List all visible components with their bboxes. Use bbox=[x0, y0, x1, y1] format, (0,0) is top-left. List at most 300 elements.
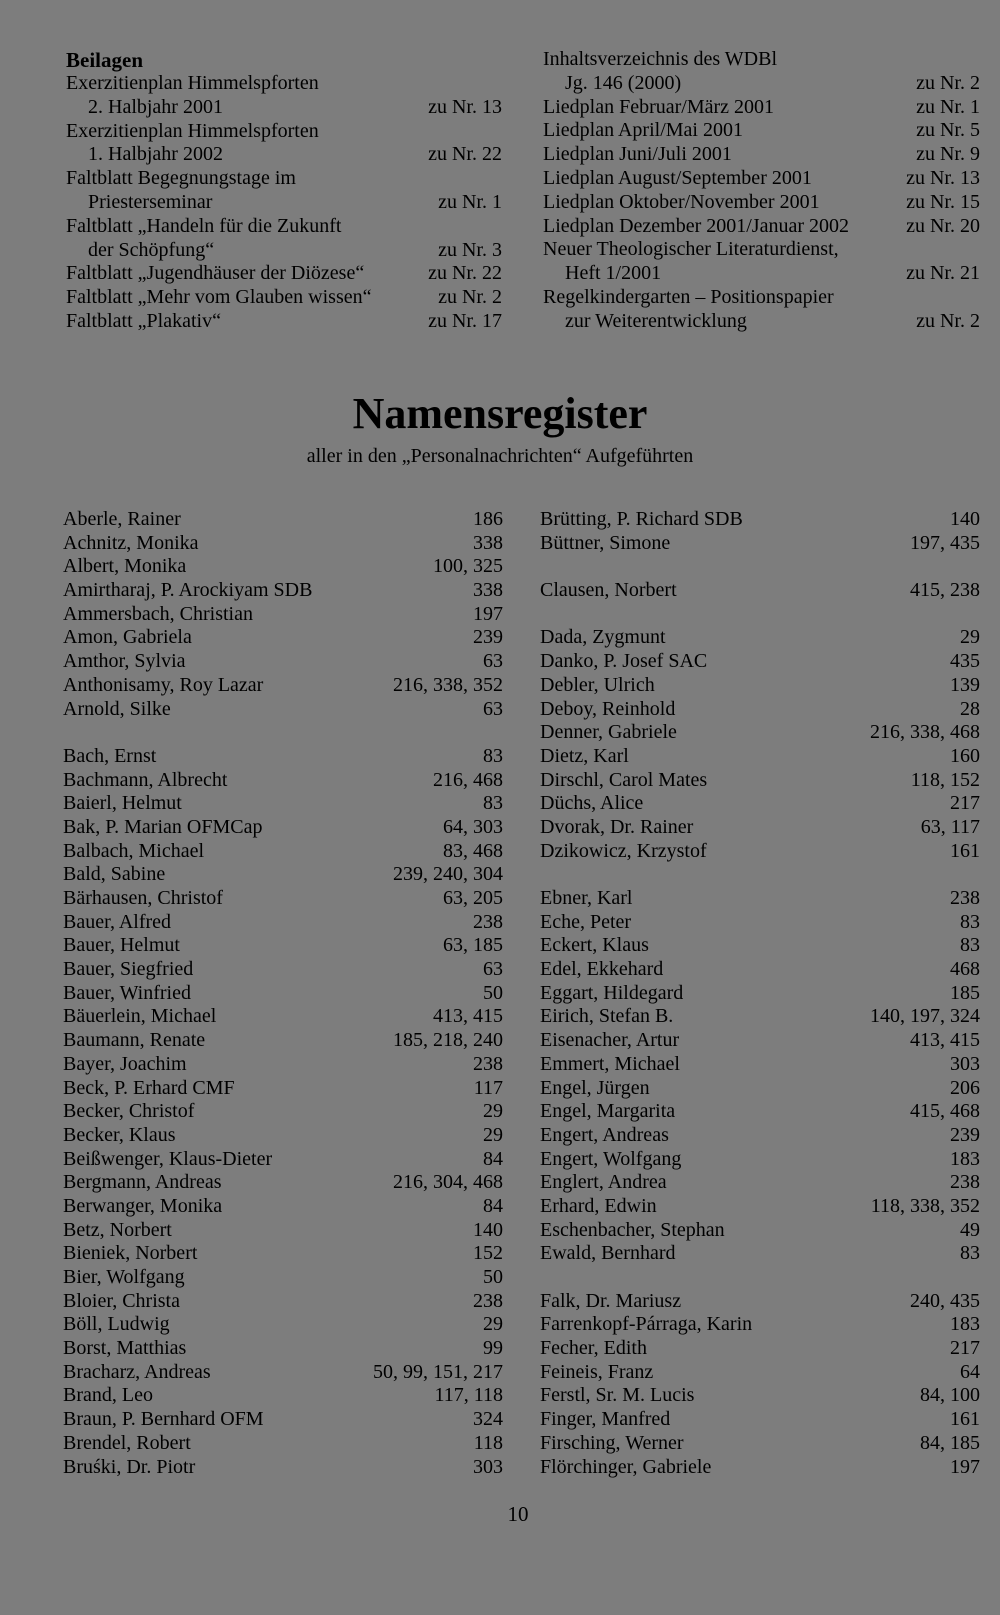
register-entry-label: Bäuerlein, Michael bbox=[63, 1005, 217, 1028]
register-entry-value: 28 bbox=[960, 697, 980, 720]
contents-item-value: zu Nr. 2 bbox=[916, 309, 980, 332]
register-entry bbox=[63, 1195, 503, 1219]
register-entry-label: Ferstl, Sr. M. Lucis bbox=[540, 1384, 695, 1407]
register-entry bbox=[63, 911, 503, 935]
register-entry-label: Achnitz, Monika bbox=[63, 531, 199, 554]
register-entry-label: Falk, Dr. Mariusz bbox=[540, 1289, 682, 1312]
contents-item bbox=[543, 262, 980, 286]
register-entry-label: Bruśki, Dr. Piotr bbox=[63, 1455, 196, 1478]
beilagen-item bbox=[66, 239, 502, 263]
register-entry bbox=[540, 1361, 980, 1385]
register-entry-value: 197 bbox=[950, 1455, 980, 1478]
register-entry-label: Dada, Zygmunt bbox=[540, 626, 666, 649]
register-entry-value: 50 bbox=[483, 981, 503, 1004]
beilagen-section bbox=[66, 48, 502, 334]
register-entry-value: 29 bbox=[960, 626, 980, 649]
register-entry bbox=[63, 1337, 503, 1361]
register-gap bbox=[540, 1266, 980, 1290]
register-entry bbox=[63, 745, 503, 769]
register-entry-label: Bracharz, Andreas bbox=[63, 1360, 211, 1383]
register-entry-value: 64, 303 bbox=[443, 815, 503, 838]
register-entry bbox=[540, 769, 980, 793]
register-entry-value: 303 bbox=[473, 1455, 503, 1478]
register-entry bbox=[63, 1171, 503, 1195]
contents-item-value: zu Nr. 15 bbox=[906, 190, 980, 213]
register-entry-value: 197 bbox=[473, 602, 503, 625]
register-entry-value: 413, 415 bbox=[910, 1029, 980, 1052]
register-entry-value: 140 bbox=[473, 1218, 503, 1241]
register-entry-value: 29 bbox=[483, 1100, 503, 1123]
register-entry-label: Dzikowicz, Krzystof bbox=[540, 839, 707, 862]
register-entry bbox=[63, 1148, 503, 1172]
contents-item bbox=[543, 238, 980, 262]
register-gap bbox=[540, 555, 980, 579]
register-entry bbox=[63, 1005, 503, 1029]
register-entry bbox=[540, 674, 980, 698]
contents-item-value: zu Nr. 5 bbox=[916, 119, 980, 142]
register-entry-label: Eschenbacher, Stephan bbox=[540, 1218, 725, 1241]
register-entry-value: 216, 338, 468 bbox=[870, 721, 980, 744]
beilagen-item-value: zu Nr. 3 bbox=[438, 238, 502, 261]
register-column-right bbox=[540, 508, 980, 1479]
register-entry-label: Dietz, Karl bbox=[540, 744, 629, 767]
register-entry-value: 216, 338, 352 bbox=[393, 673, 503, 696]
register-entry-label: Debler, Ulrich bbox=[540, 673, 655, 696]
register-gap bbox=[63, 721, 503, 745]
beilagen-list bbox=[66, 72, 502, 334]
register-entry-value: 161 bbox=[950, 1408, 980, 1431]
register-entry-value: 238 bbox=[950, 1171, 980, 1194]
register-entry-label: Amirtharaj, P. Arockiyam SDB bbox=[63, 579, 313, 602]
register-entry-value: 100, 325 bbox=[433, 555, 503, 578]
register-entry-value: 117 bbox=[473, 1076, 503, 1099]
register-entry bbox=[540, 650, 980, 674]
register-entry-value: 83 bbox=[960, 910, 980, 933]
register-entry-value: 238 bbox=[473, 1289, 503, 1312]
register-entry-value: 240, 435 bbox=[910, 1289, 980, 1312]
register-entry bbox=[540, 1148, 980, 1172]
contents-item-label: Liedplan Februar/März 2001 bbox=[543, 95, 775, 118]
register-entry-label: Becker, Christof bbox=[63, 1100, 195, 1123]
beilagen-item-label: Exerzitienplan Himmelspforten bbox=[66, 119, 319, 142]
register-entry-value: 50, 99, 151, 217 bbox=[373, 1360, 503, 1383]
contents-item-value: zu Nr. 9 bbox=[916, 143, 980, 166]
beilagen-item bbox=[66, 191, 502, 215]
contents-item-value: zu Nr. 1 bbox=[916, 95, 980, 118]
register-entry-value: 99 bbox=[483, 1337, 503, 1360]
register-entry-label: Dvorak, Dr. Rainer bbox=[540, 815, 694, 838]
contents-item-label: Regelkindergarten – Positionspapier bbox=[543, 285, 834, 308]
register-entry bbox=[63, 698, 503, 722]
register-entry-label: Eckert, Klaus bbox=[540, 934, 649, 957]
beilagen-item bbox=[66, 96, 502, 120]
register-entry-label: Engert, Wolfgang bbox=[540, 1147, 682, 1170]
register-entry-label: Berwanger, Monika bbox=[63, 1194, 223, 1217]
register-entry-value: 161 bbox=[950, 839, 980, 862]
contents-item-value: zu Nr. 13 bbox=[906, 166, 980, 189]
register-entry bbox=[540, 508, 980, 532]
register-entry-label: Bier, Wolfgang bbox=[63, 1266, 185, 1288]
contents-item bbox=[543, 96, 980, 120]
register-entry-label: Brütting, P. Richard SDB bbox=[540, 508, 743, 530]
contents-item-label: zur Weiterentwicklung bbox=[565, 309, 747, 332]
register-entry-label: Flörchinger, Gabriele bbox=[540, 1455, 712, 1478]
register-entry bbox=[63, 1432, 503, 1456]
contents-item-label: Jg. 146 (2000) bbox=[565, 71, 682, 94]
register-entry bbox=[540, 1408, 980, 1432]
register-entry-value: 468 bbox=[950, 958, 980, 981]
register-entry-label: Böll, Ludwig bbox=[63, 1313, 170, 1336]
register-entry-value: 63 bbox=[483, 697, 503, 720]
contents-item-label: Heft 1/2001 bbox=[565, 262, 662, 285]
beilagen-item bbox=[66, 262, 502, 286]
contents-item bbox=[543, 167, 980, 191]
beilagen-item bbox=[66, 167, 502, 191]
beilagen-item bbox=[66, 286, 502, 310]
register-entry bbox=[63, 603, 503, 627]
register-entry bbox=[540, 958, 980, 982]
register-entry-label: Becker, Klaus bbox=[63, 1123, 176, 1146]
register-entry bbox=[540, 1290, 980, 1314]
beilagen-item-value: zu Nr. 1 bbox=[438, 190, 502, 213]
register-entry-value: 435 bbox=[950, 650, 980, 673]
contents-item-label: Liedplan Dezember 2001/Januar 2002 bbox=[543, 214, 850, 237]
register-entry bbox=[63, 1456, 503, 1480]
register-entry bbox=[63, 934, 503, 958]
register-entry-value: 83, 468 bbox=[443, 839, 503, 862]
register-entry bbox=[63, 792, 503, 816]
register-entry bbox=[63, 674, 503, 698]
contents-item bbox=[543, 72, 980, 96]
register-entry bbox=[63, 1077, 503, 1101]
contents-item bbox=[543, 119, 980, 143]
register-entry bbox=[63, 1290, 503, 1314]
register-entry-value: 216, 304, 468 bbox=[393, 1171, 503, 1194]
register-entry bbox=[540, 1242, 980, 1266]
beilagen-heading: Beilagen bbox=[66, 48, 143, 72]
register-entry bbox=[540, 911, 980, 935]
register-entry-value: 239 bbox=[950, 1123, 980, 1146]
register-entry bbox=[540, 532, 980, 556]
register-entry-value: 84, 100 bbox=[920, 1384, 980, 1407]
register-entry bbox=[63, 958, 503, 982]
register-entry-label: Baierl, Helmut bbox=[63, 792, 182, 815]
beilagen-item-label: Faltblatt „Handeln für die Zukunft bbox=[66, 214, 342, 237]
register-entry bbox=[63, 1219, 503, 1243]
register-entry bbox=[63, 863, 503, 887]
register-entry bbox=[540, 1053, 980, 1077]
register-entry-label: Ammersbach, Christian bbox=[63, 602, 253, 625]
register-entry-label: Bärhausen, Christof bbox=[63, 887, 223, 909]
register-entry-value: 160 bbox=[950, 744, 980, 767]
register-entry bbox=[540, 840, 980, 864]
register-entry-label: Brendel, Robert bbox=[63, 1431, 191, 1454]
register-entry-label: Albert, Monika bbox=[63, 555, 187, 578]
register-entry-label: Erhard, Edwin bbox=[540, 1194, 657, 1217]
page-title: Namensregister bbox=[352, 389, 648, 438]
contents-item-label: Liedplan Juni/Juli 2001 bbox=[543, 143, 732, 166]
register-entry bbox=[540, 1171, 980, 1195]
register-entry-value: 238 bbox=[473, 1052, 503, 1075]
beilagen-item-value: zu Nr. 17 bbox=[428, 309, 502, 332]
register-entry-value: 83 bbox=[483, 744, 503, 767]
register-entry-label: Amthor, Sylvia bbox=[63, 650, 186, 673]
register-entry-label: Farrenkopf-Párraga, Karin bbox=[540, 1313, 753, 1336]
register-entry-label: Engel, Margarita bbox=[540, 1100, 676, 1123]
register-entry-label: Engel, Jürgen bbox=[540, 1076, 650, 1099]
register-entry bbox=[63, 816, 503, 840]
register-entry-label: Firsching, Werner bbox=[540, 1431, 684, 1454]
beilagen-item bbox=[66, 72, 502, 96]
register-entry-value: 63, 205 bbox=[443, 887, 503, 909]
contents-item bbox=[543, 48, 980, 72]
register-entry-value: 338 bbox=[473, 579, 503, 602]
register-entry bbox=[540, 1432, 980, 1456]
register-entry bbox=[540, 626, 980, 650]
register-entry-value: 84, 185 bbox=[920, 1431, 980, 1454]
contents-section bbox=[543, 48, 980, 334]
register-entry-value: 239, 240, 304 bbox=[393, 863, 503, 886]
register-entry-value: 197, 435 bbox=[910, 531, 980, 554]
beilagen-item-label: Faltblatt „Jugendhäuser der Diözese“ bbox=[66, 262, 365, 285]
register-entry bbox=[540, 887, 980, 911]
register-entry-label: Aberle, Rainer bbox=[63, 508, 181, 530]
register-entry-value: 117, 118 bbox=[434, 1384, 503, 1407]
register-entry-label: Balbach, Michael bbox=[63, 839, 205, 862]
register-entry-label: Amon, Gabriela bbox=[63, 626, 192, 649]
register-entry-label: Bergmann, Andreas bbox=[63, 1171, 222, 1194]
register-entry-value: 63 bbox=[483, 958, 503, 981]
register-entry-value: 183 bbox=[950, 1313, 980, 1336]
register-entry-label: Ewald, Bernhard bbox=[540, 1242, 676, 1265]
register-entry bbox=[540, 1005, 980, 1029]
register-entry-value: 29 bbox=[483, 1123, 503, 1146]
register-entry-value: 303 bbox=[950, 1052, 980, 1075]
beilagen-item-label: Priesterseminar bbox=[88, 190, 213, 213]
register-entry bbox=[540, 982, 980, 1006]
register-entry bbox=[540, 745, 980, 769]
register-entry-label: Anthonisamy, Roy Lazar bbox=[63, 673, 264, 696]
register-entry-value: 118, 152 bbox=[910, 768, 980, 791]
page-subtitle: aller in den „Personalnachrichten“ Aufgeführten bbox=[306, 445, 694, 467]
register-entry-label: Eche, Peter bbox=[540, 910, 632, 933]
register-entry bbox=[540, 792, 980, 816]
register-entry-value: 63, 117 bbox=[920, 815, 980, 838]
register-entry-label: Bauer, Winfried bbox=[63, 981, 191, 1004]
register-entry-label: Bak, P. Marian OFMCap bbox=[63, 815, 263, 838]
register-entry bbox=[63, 887, 503, 911]
register-entry-label: Danko, P. Josef SAC bbox=[540, 650, 708, 673]
register-entry-label: Arnold, Silke bbox=[63, 697, 171, 720]
register-entry bbox=[540, 1219, 980, 1243]
contents-item-value: zu Nr. 21 bbox=[906, 262, 980, 285]
register-entry-value: 324 bbox=[473, 1408, 503, 1431]
register-entry bbox=[63, 579, 503, 603]
register-entry-value: 63 bbox=[483, 650, 503, 673]
contents-item-label: Neuer Theologischer Literaturdienst, bbox=[543, 238, 839, 261]
register-entry-label: Bieniek, Norbert bbox=[63, 1242, 198, 1265]
register-entry-label: Edel, Ekkehard bbox=[540, 958, 664, 981]
register-entry-label: Eirich, Stefan B. bbox=[540, 1005, 674, 1028]
register-entry-label: Bauer, Siegfried bbox=[63, 958, 194, 981]
register-entry-value: 185 bbox=[950, 981, 980, 1004]
register-entry bbox=[63, 1100, 503, 1124]
beilagen-item-label: Faltblatt Begegnungstage im bbox=[66, 167, 296, 190]
register-entry-value: 413, 415 bbox=[433, 1005, 503, 1028]
register-entry-value: 217 bbox=[950, 792, 980, 815]
register-entry-value: 140 bbox=[950, 508, 980, 530]
contents-list bbox=[543, 48, 980, 334]
register-entry-label: Beißwenger, Klaus-Dieter bbox=[63, 1147, 273, 1170]
register-entry-value: 118 bbox=[473, 1431, 503, 1454]
register-entry bbox=[540, 1124, 980, 1148]
register-entry-label: Beck, P. Erhard CMF bbox=[63, 1076, 235, 1099]
register-entry bbox=[540, 934, 980, 958]
register-entry-value: 118, 338, 352 bbox=[870, 1194, 980, 1217]
beilagen-item-label: 1. Halbjahr 2002 bbox=[88, 143, 223, 166]
register-entry-value: 84 bbox=[483, 1147, 503, 1170]
page-number: 10 bbox=[507, 1502, 529, 1526]
register-entry bbox=[63, 1053, 503, 1077]
register-entry bbox=[540, 1029, 980, 1053]
register-entry-label: Denner, Gabriele bbox=[540, 721, 677, 744]
register-entry-value: 83 bbox=[960, 1242, 980, 1265]
register-entry bbox=[540, 1337, 980, 1361]
register-entry-label: Dirschl, Carol Mates bbox=[540, 768, 708, 791]
register-entry-label: Betz, Norbert bbox=[63, 1218, 172, 1241]
register-entry-value: 64 bbox=[960, 1360, 980, 1383]
register-entry-value: 49 bbox=[960, 1218, 980, 1241]
register-entry-label: Bayer, Joachim bbox=[63, 1052, 187, 1075]
register-entry-label: Eggart, Hildegard bbox=[540, 981, 684, 1004]
register-entry-value: 50 bbox=[483, 1266, 503, 1288]
register-entry bbox=[540, 579, 980, 603]
register-entry-value: 83 bbox=[960, 934, 980, 957]
register-entry-label: Finger, Manfred bbox=[540, 1408, 671, 1431]
register-entry bbox=[540, 1384, 980, 1408]
register-entry-value: 239 bbox=[473, 626, 503, 649]
register-entry bbox=[63, 1124, 503, 1148]
register-entry-label: Braun, P. Bernhard OFM bbox=[63, 1408, 264, 1431]
register-entry-label: Baumann, Renate bbox=[63, 1029, 206, 1052]
register-entry-label: Eisenacher, Artur bbox=[540, 1029, 680, 1052]
register-entry-label: Deboy, Reinhold bbox=[540, 697, 676, 720]
contents-item bbox=[543, 286, 980, 310]
beilagen-item bbox=[66, 310, 502, 334]
contents-item-value: zu Nr. 20 bbox=[906, 214, 980, 237]
register-entry-label: Brand, Leo bbox=[63, 1384, 153, 1407]
register-entry bbox=[63, 1313, 503, 1337]
register-entry-label: Engert, Andreas bbox=[540, 1123, 669, 1146]
register-entry-value: 152 bbox=[473, 1242, 503, 1265]
register-entry-value: 84 bbox=[483, 1194, 503, 1217]
beilagen-item-value: zu Nr. 13 bbox=[428, 95, 502, 118]
contents-item bbox=[543, 143, 980, 167]
register-entry-value: 206 bbox=[950, 1076, 980, 1099]
contents-item bbox=[543, 191, 980, 215]
beilagen-item bbox=[66, 143, 502, 167]
register-entry-label: Büttner, Simone bbox=[540, 531, 671, 554]
register-entry bbox=[540, 1077, 980, 1101]
register-entry-label: Englert, Andrea bbox=[540, 1171, 667, 1194]
register-entry-label: Fecher, Edith bbox=[540, 1337, 647, 1360]
register-entry bbox=[63, 840, 503, 864]
register-entry bbox=[63, 626, 503, 650]
register-entry bbox=[540, 1100, 980, 1124]
register-entry bbox=[63, 1029, 503, 1053]
register-entry-value: 140, 197, 324 bbox=[870, 1005, 980, 1028]
beilagen-item-value: zu Nr. 2 bbox=[438, 286, 502, 309]
beilagen-item-value: zu Nr. 22 bbox=[428, 262, 502, 285]
register-entry bbox=[63, 1242, 503, 1266]
beilagen-item bbox=[66, 120, 502, 144]
register-entry-value: 415, 238 bbox=[910, 579, 980, 602]
register-entry-label: Düchs, Alice bbox=[540, 792, 644, 815]
register-entry bbox=[63, 1384, 503, 1408]
beilagen-item-label: Exerzitienplan Himmelspforten bbox=[66, 72, 319, 94]
register-entry bbox=[63, 769, 503, 793]
register-entry-label: Ebner, Karl bbox=[540, 887, 633, 909]
register-entry bbox=[63, 1266, 503, 1290]
register-entry bbox=[540, 1195, 980, 1219]
beilagen-item-label: Faltblatt „Mehr vom Glauben wissen“ bbox=[66, 286, 372, 309]
register-entry bbox=[63, 650, 503, 674]
register-entry bbox=[540, 1456, 980, 1480]
register-entry-value: 83 bbox=[483, 792, 503, 815]
register-entry bbox=[540, 721, 980, 745]
register-entry-label: Emmert, Michael bbox=[540, 1052, 680, 1075]
register-entry-label: Bald, Sabine bbox=[63, 863, 166, 886]
register-entry-value: 185, 218, 240 bbox=[393, 1029, 503, 1052]
register-entry bbox=[63, 555, 503, 579]
register-gap bbox=[540, 863, 980, 887]
register-entry-value: 29 bbox=[483, 1313, 503, 1336]
register-entry-value: 238 bbox=[473, 910, 503, 933]
register-entry-value: 139 bbox=[950, 673, 980, 696]
register-entry-value: 216, 468 bbox=[433, 768, 503, 791]
contents-item-label: Liedplan April/Mai 2001 bbox=[543, 119, 743, 142]
register-entry-value: 63, 185 bbox=[443, 934, 503, 957]
register-entry bbox=[540, 816, 980, 840]
register-entry bbox=[63, 1361, 503, 1385]
beilagen-item-value: zu Nr. 22 bbox=[428, 143, 502, 166]
register-column-left bbox=[63, 508, 503, 1479]
register-entry-label: Bachmann, Albrecht bbox=[63, 768, 228, 791]
register-entry bbox=[540, 1313, 980, 1337]
register-entry bbox=[540, 698, 980, 722]
register-entry-value: 217 bbox=[950, 1337, 980, 1360]
register-entry-label: Bauer, Helmut bbox=[63, 934, 180, 957]
register-entry-label: Borst, Matthias bbox=[63, 1337, 187, 1360]
register-entry-label: Bach, Ernst bbox=[63, 744, 157, 767]
register-entry-label: Clausen, Norbert bbox=[540, 579, 677, 602]
register-entry-value: 415, 468 bbox=[910, 1100, 980, 1123]
register-entry-value: 338 bbox=[473, 531, 503, 554]
register-entry-label: Bauer, Alfred bbox=[63, 910, 172, 933]
register-entry bbox=[63, 982, 503, 1006]
register-gap bbox=[540, 603, 980, 627]
beilagen-item bbox=[66, 215, 502, 239]
register-entry bbox=[63, 1408, 503, 1432]
contents-item bbox=[543, 215, 980, 239]
register-entry-label: Bloier, Christa bbox=[63, 1289, 180, 1312]
register-entry bbox=[63, 532, 503, 556]
register-entry-value: 186 bbox=[473, 508, 503, 530]
register-entry-value: 183 bbox=[950, 1147, 980, 1170]
contents-item-label: Liedplan Oktober/November 2001 bbox=[543, 190, 820, 213]
beilagen-item-label: der Schöpfung“ bbox=[88, 238, 215, 261]
beilagen-item-label: 2. Halbjahr 2001 bbox=[88, 95, 223, 118]
